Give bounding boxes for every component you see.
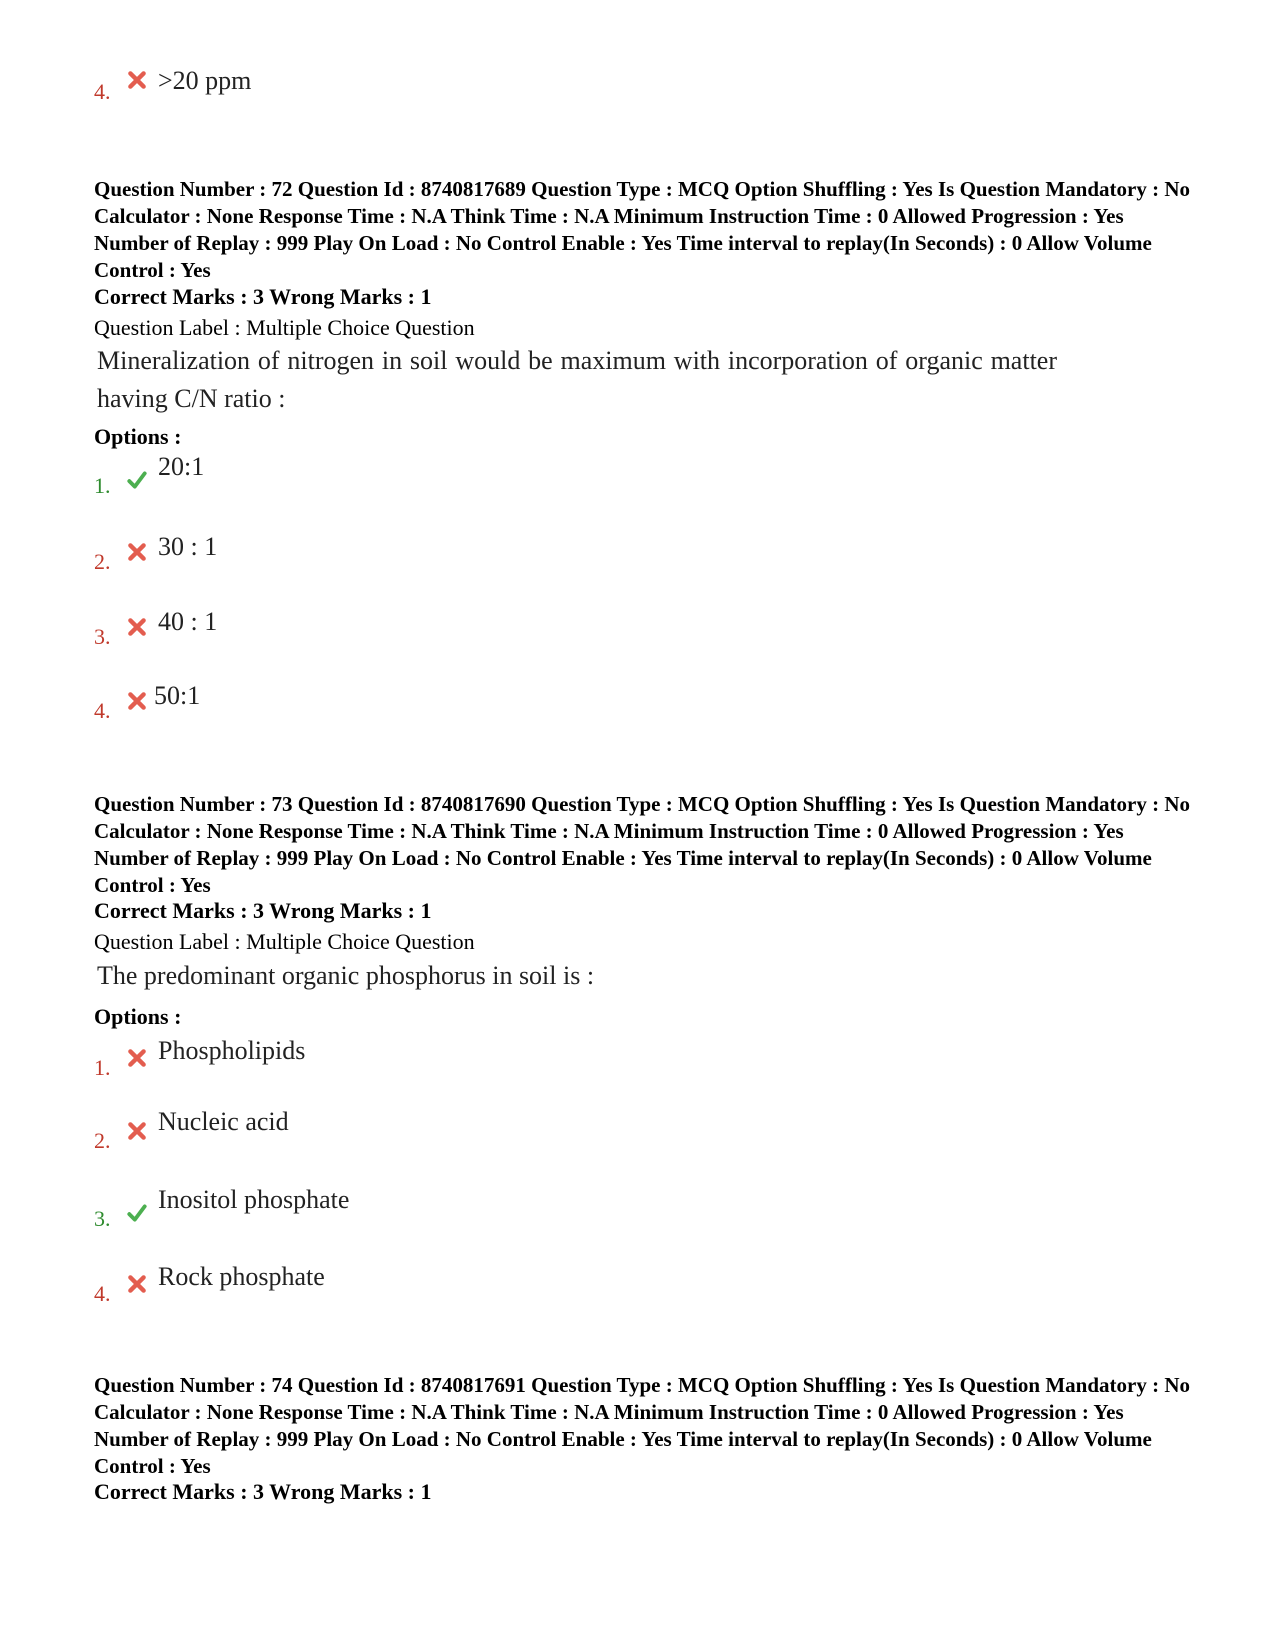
option-number: 2.: [94, 1128, 111, 1153]
option-number: 3.: [94, 624, 111, 649]
question-label: Question Label : Multiple Choice Question: [94, 315, 475, 340]
option-text: 30 : 1: [158, 532, 218, 561]
option-number: 1.: [94, 473, 111, 498]
cross-icon: [126, 1273, 148, 1295]
option-item: [94, 1107, 289, 1153]
option-number: 3.: [94, 1206, 111, 1231]
cross-icon: [126, 1120, 148, 1142]
option-number: 4.: [94, 79, 111, 104]
question-marks: Correct Marks : 3 Wrong Marks : 1: [94, 284, 432, 309]
option-number: 4.: [94, 1281, 111, 1306]
question-text: Mineralization of nitrogen in soil would be maximum with incorporation of organic matter having C/N ratio :: [97, 346, 1057, 413]
option-item: [94, 1262, 325, 1306]
option-item: [94, 532, 218, 574]
cross-icon: [126, 690, 148, 712]
cross-icon: [126, 541, 148, 563]
cross-icon: [126, 616, 148, 638]
question-label: Question Label : Multiple Choice Question: [94, 929, 475, 954]
option-item: [94, 681, 201, 723]
option-number: 2.: [94, 549, 111, 574]
question-marks: Correct Marks : 3 Wrong Marks : 1: [94, 1479, 432, 1504]
option-text: Nucleic acid: [158, 1107, 289, 1136]
cross-icon: [126, 1047, 148, 1069]
question-meta: Question Number : 73 Question Id : 8740817690 Question Type : MCQ Option Shuffling : Yes Is Question Mandatory : No Calculator : None Response Time : N.A Think Time : N.A Minimum Instruction Time : 0 Allowed Progression : Yes Number of Replay : 999 Play On Load : No Control Enable : Yes Time interval to replay(In Seconds) : 0 Allow Volume Control : Yes: [94, 792, 1190, 897]
question-marks: Correct Marks : 3 Wrong Marks : 1: [94, 898, 432, 923]
options-heading: Options :: [94, 424, 182, 449]
check-icon: [126, 469, 148, 491]
cross-icon: [126, 69, 148, 91]
question-meta: Question Number : 72 Question Id : 8740817689 Question Type : MCQ Option Shuffling : Yes Is Question Mandatory : No Calculator : None Response Time : N.A Think Time : N.A Minimum Instruction Time : 0 Allowed Progression : Yes Number of Replay : 999 Play On Load : No Control Enable : Yes Time interval to replay(In Seconds) : 0 Allow Volume Control : Yes: [94, 177, 1190, 282]
options-heading: Options :: [94, 1004, 182, 1029]
option-text: 50:1: [154, 681, 201, 710]
option-number: 4.: [94, 698, 111, 723]
option-item: [94, 1185, 350, 1231]
option-item: [94, 1036, 306, 1080]
option-text: Inositol phosphate: [158, 1185, 350, 1214]
option-text: >20 ppm: [158, 66, 252, 95]
option-item: [94, 607, 218, 649]
option-item: [94, 66, 252, 104]
question-meta: Question Number : 74 Question Id : 8740817691 Question Type : MCQ Option Shuffling : Yes Is Question Mandatory : No Calculator : None Response Time : N.A Think Time : N.A Minimum Instruction Time : 0 Allowed Progression : Yes Number of Replay : 999 Play On Load : No Control Enable : Yes Time interval to replay(In Seconds) : 0 Allow Volume Control : Yes: [94, 1373, 1190, 1478]
option-text: Phospholipids: [158, 1036, 306, 1065]
option-text: 40 : 1: [158, 607, 218, 636]
question-text: The predominant organic phosphorus in soil is :: [97, 961, 595, 990]
option-text: 20:1: [158, 452, 205, 481]
option-number: 1.: [94, 1055, 111, 1080]
option-text: Rock phosphate: [158, 1262, 325, 1291]
check-icon: [126, 1202, 148, 1224]
option-item: [94, 452, 205, 498]
